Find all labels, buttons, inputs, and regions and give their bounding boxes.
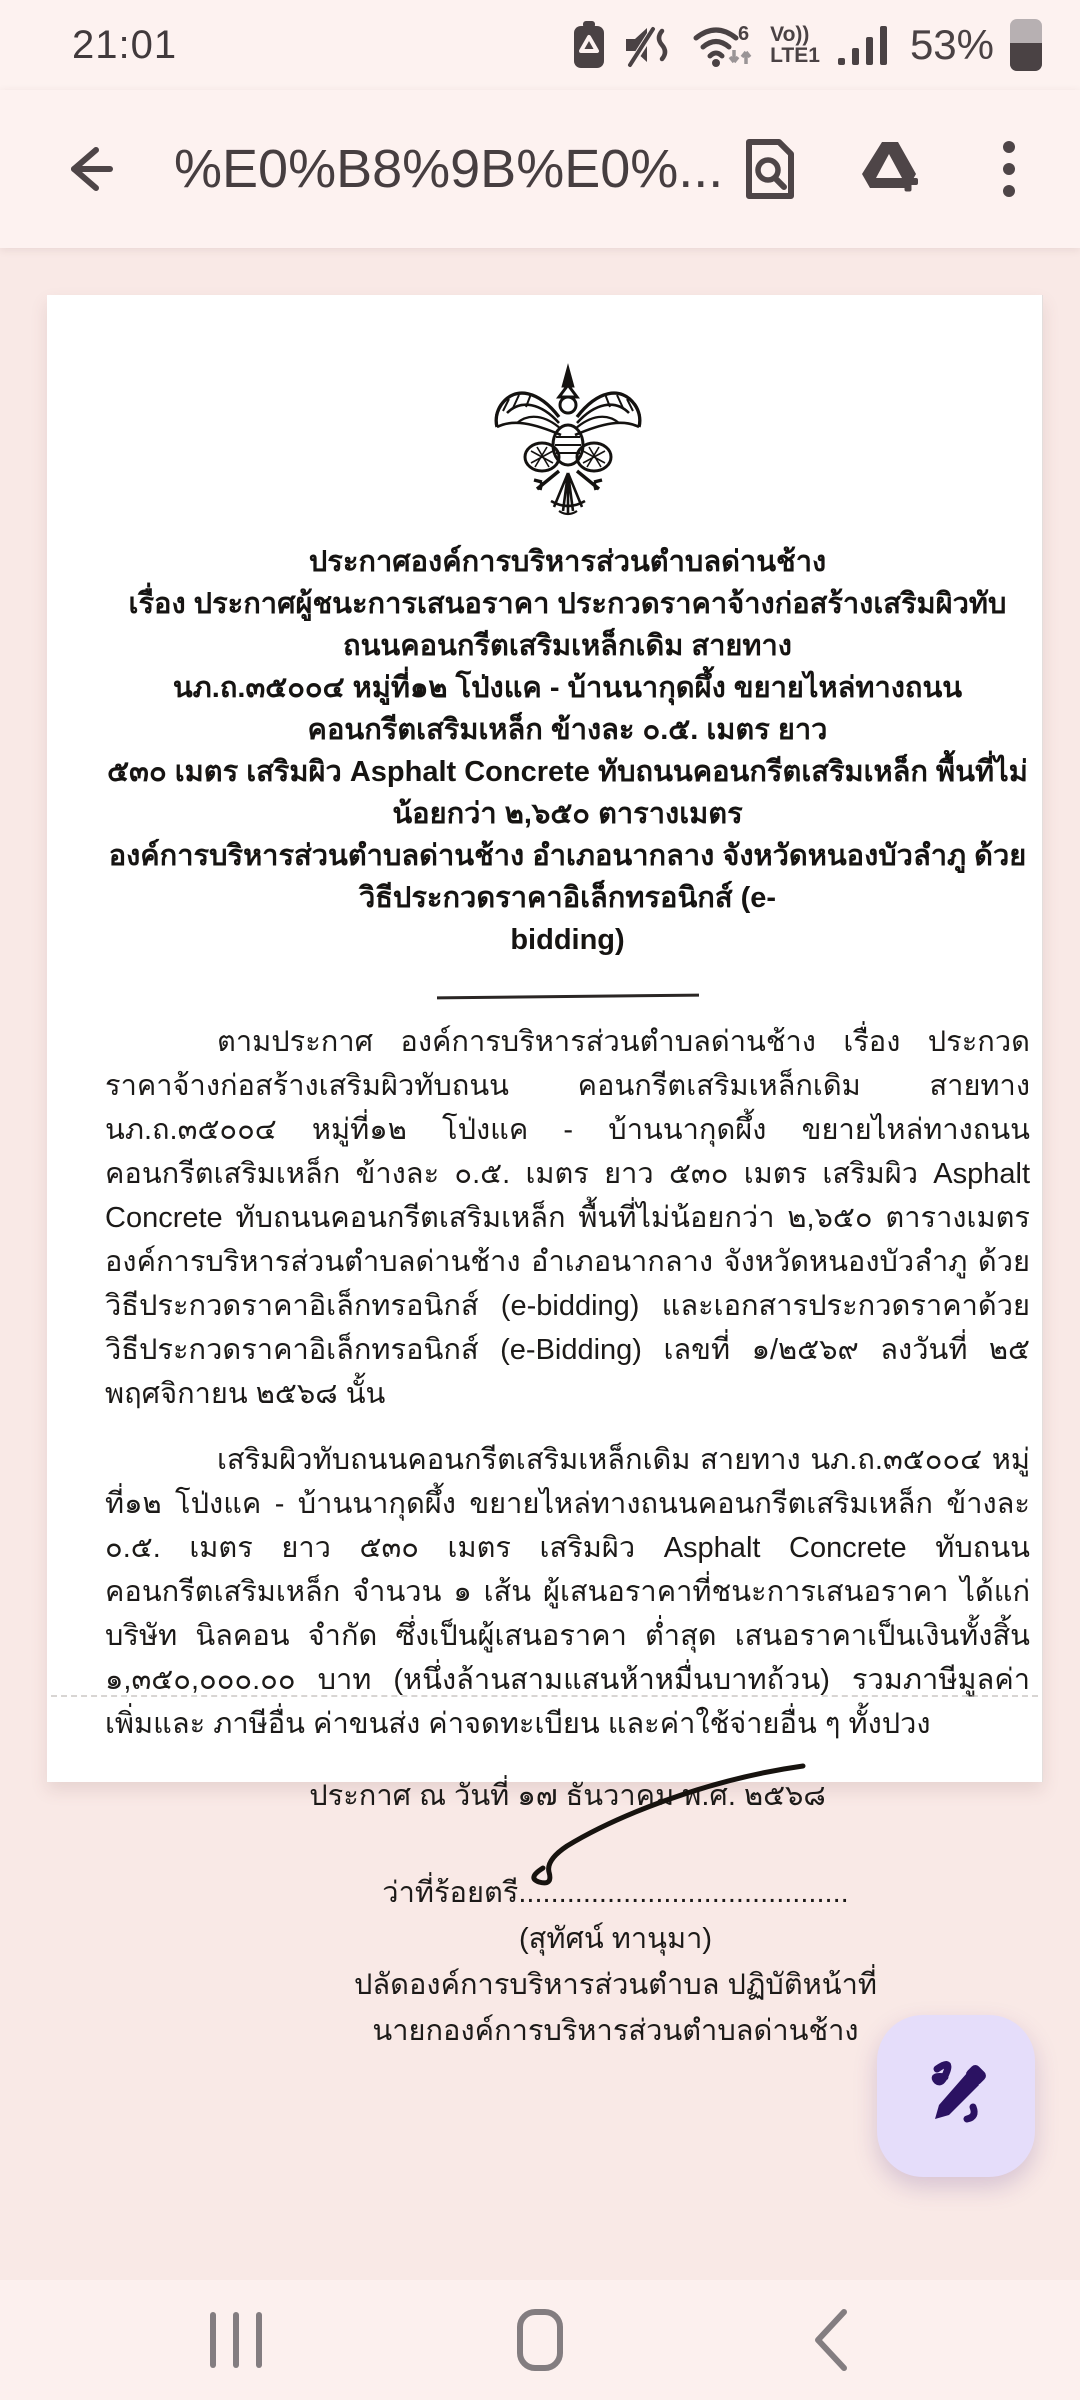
doc-paragraph-2: เสริมผิวทับถนนคอนกรีตเสริมเหล็กเดิม สายทาง นภ.ถ.๓๕๐๐๔ หมู่ที่๑๒ โป่งแค - บ้านนากุดผึ้ง ขยายไหล่ทางถนนคอนกรีตเสริมเหล็ก ข้างละ ๐.๕. เมตร ยาว ๕๓๐ เมตร เสริมผิว Asphalt Concrete ทับถนน คอนกรีตเสริมเหล็ก จำนวน ๑ เส้น ผู้เสนอราคาที่ชนะการเสนอราคา ได้แก่ บริษัท นิลคอน จำกัด ซึ่งเป็นผู้เสนอราคา ต่ำสุด เสนอราคาเป็นเงินทั้งสิ้น ๑,๓๕๐,๐๐๐.๐๐ บาท (หนึ่งล้านสามแสนห้าหมื่นบาทถ้วน) รวมภาษีมูลค่าเพิ่มและ ภาษีอื่น ค่าขนส่ง ค่าจดทะเบียน และค่าใช้จ่ายอื่น ๆ ทั้งปวง (105, 1444, 1030, 1740)
navigation-bar (0, 2280, 1080, 2400)
signer-name: (สุทัศน์ ทานุมา) (518, 1923, 713, 1955)
heading-divider (436, 994, 698, 1000)
find-in-page-icon[interactable] (736, 136, 802, 202)
doc-heading-line: ประกาศองค์การบริหารส่วนตำบลด่านช้าง (308, 546, 827, 578)
wifi6-icon (690, 20, 754, 70)
thai-garuda-emblem (105, 361, 1030, 527)
signer-rank-line: ว่าที่ร้อยตรี......................................... (382, 1877, 849, 1909)
doc-heading-line: นภ.ถ.๓๕๐๐๔ หมู่ที่๑๒ โป่งแค - บ้านนากุดผึ้ง ขยายไหล่ทางถนนคอนกรีตเสริมเหล็ก ข้างละ ๐.๕. เมตร ยาว (172, 672, 963, 746)
clock: 21:01 (72, 22, 178, 67)
mute-vibrate-icon (622, 21, 674, 69)
document-page (47, 295, 1043, 2047)
doc-heading-line: องค์การบริหารส่วนตำบลด่านช้าง อำเภอนากลาง จังหวัดหนองบัวลำภู ด้วยวิธีประกวดราคาอิเล็กทรอนิกส์ (e- (108, 840, 1027, 914)
doc-paragraph-1: ตามประกาศ องค์การบริหารส่วนตำบลด่านช้าง เรื่อง ประกวดราคาจ้างก่อสร้างเสริมผิวทับถนน คอนกรีตเสริมเหล็กเดิม สายทาง นภ.ถ.๓๕๐๐๔ หมู่ที่๑๒ โป่งแค - บ้านนากุดผึ้ง ขยายไหล่ทางถนน คอนกรีตเสริมเหล็ก ข้างละ ๐.๕. เมตร ยาว ๕๓๐ เมตร เสริมผิว Asphalt Concrete ทับถนนคอนกรีตเสริมเหล็ก พื้นที่ไม่น้อยกว่า ๒,๖๕๐ ตารางเมตร องค์การบริหารส่วนตำบลด่านช้าง อำเภอนากลาง จังหวัดหนองบัวลำภู ด้วยวิธีประกวดราคาอิเล็กทรอนิกส์ (e-bidding) และเอกสารประกวดราคาด้วยวิธีประกวดราคาอิเล็กทรอนิกส์ (e-Bidding) เลขที่ ๑/๒๕๖๙ ลงวันที่ ๒๕ พฤศจิกายน ๒๕๖๘ นั้น (105, 1026, 1031, 1410)
document-title: %E0%B8%9B%E0%... (174, 139, 724, 199)
announcement-date: ประกาศ ณ วันที่ ๑๗ ธันวาคม พ.ศ. ๒๕๖๘ (309, 1780, 826, 1812)
scribble-edit-icon (915, 2055, 997, 2137)
doc-heading-line: bidding) (510, 924, 625, 956)
volte-lte1-indicator: Vo)) LTE1 (770, 23, 820, 67)
status-bar (0, 0, 1080, 90)
signer-position-1: ปลัดองค์การบริหารส่วนตำบล ปฏิบัติหน้าที่ (354, 1969, 877, 2001)
signal-strength-icon (836, 22, 890, 68)
scan-artifact-line (51, 1695, 1038, 1697)
app-bar-actions (736, 136, 1042, 202)
annotate-fab[interactable] (877, 2015, 1035, 2177)
recents-icon[interactable] (166, 2298, 306, 2382)
doc-heading-line: เรื่อง ประกาศผู้ชนะการเสนอราคา ประกวดราคาจ้างก่อสร้างเสริมผิวทับถนนคอนกรีตเสริมเหล็กเดิม สายทาง (128, 588, 1007, 662)
status-icons (572, 19, 1042, 71)
battery-icon (1010, 19, 1042, 71)
signer-position-2: นายกองค์การบริหารส่วนตำบลด่านช้าง (372, 2015, 859, 2047)
app-bar (0, 90, 1080, 248)
drive-add-icon[interactable] (856, 136, 922, 202)
wifi-generation-label: 6 (738, 23, 750, 45)
doc-heading-line: ๕๓๐ เมตร เสริมผิว Asphalt Concrete ทับถนนคอนกรีตเสริมเหล็ก พื้นที่ไม่น้อยกว่า ๒,๖๕๐ ตารางเมตร (107, 756, 1028, 830)
battery-percent: 53% (909, 21, 994, 68)
home-icon[interactable] (470, 2298, 610, 2382)
power-saving-icon (572, 20, 606, 70)
back-arrow-icon[interactable] (56, 136, 122, 202)
back-icon[interactable] (760, 2298, 900, 2382)
handwritten-signature (483, 1758, 813, 1888)
overflow-menu-icon[interactable] (976, 136, 1042, 202)
